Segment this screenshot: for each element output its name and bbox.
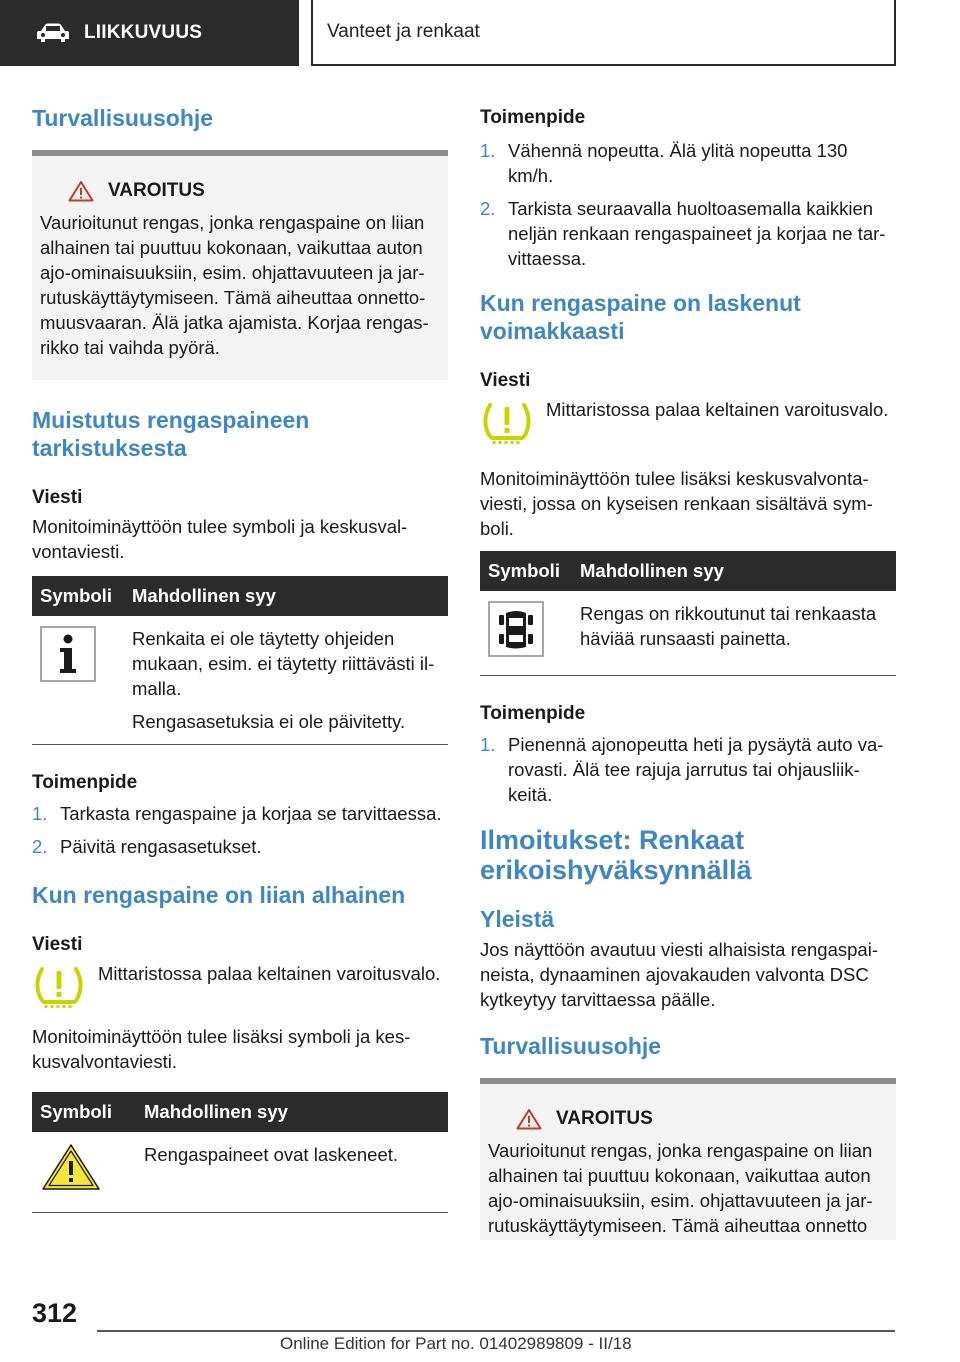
header-chapter <box>311 0 896 66</box>
list-item: 1. Vähennä nopeutta. Älä ylitä nopeutta 130 km/h. <box>480 140 848 186</box>
warning-text: Vaurioitunut rengas, jonka rengaspaine on liian alhainen tai puuttuu kokonaan, vaikuttaa auton ajo-ominaisuuksiin, esim. ohjattavuuteen ja jarrutuskäyttäytymiseen. Tämä aiheuttaa onnettomuusvaaran. Älä jatka ajamista. Korjaa rengasrikko tai vaihda pyörä. <box>40 212 429 358</box>
warning-text: Vaurioitunut rengas, jonka rengaspaine on liian alhainen tai puuttuu kokonaan, vaikuttaa auton ajo-ominaisuuksiin, esim. ohjattavuuteen ja jarrutuskäyttäytymiseen. Tämä aiheuttaa onnetto <box>488 1140 873 1236</box>
label-toimenpide: Toimenpide <box>480 107 586 128</box>
symbol-table-3 <box>480 551 896 676</box>
steps-list-a <box>480 138 896 271</box>
heading-strong-drop: Kun rengaspaine on laskenut voimakkaasti <box>480 290 801 344</box>
table-header-symbol: Symboli <box>480 551 572 591</box>
warning-box-2 <box>480 1078 896 1240</box>
cause-text: Rengas on rikkoutunut tai renkaasta häviää runsaasti painetta. <box>580 603 877 649</box>
message-row <box>480 397 896 452</box>
header-section-tab <box>0 0 299 66</box>
car-icon <box>36 22 70 44</box>
label-viesti: Viesti <box>32 934 83 955</box>
reminder-text: Monitoiminäyttöön tulee symboli ja keskusvalvontaviesti. <box>32 516 408 562</box>
footer-divider <box>97 1330 895 1332</box>
warning-triangle-icon <box>516 1108 542 1130</box>
low-text: Monitoiminäyttöön tulee lisäksi symboli ja keskusvalvontaviesti. <box>32 1026 411 1072</box>
warning-triangle-icon <box>68 180 94 202</box>
table-row <box>32 1132 448 1213</box>
steps-list-1 <box>32 801 448 859</box>
warning-title: VAROITUS <box>68 180 438 202</box>
label-toimenpide: Toimenpide <box>32 772 138 793</box>
cause-text: Rengasasetuksia ei ole päivitetty. <box>132 711 406 732</box>
cause-text: Rengaspaineet ovat laskeneet. <box>144 1144 399 1165</box>
steps-list-b <box>480 732 896 807</box>
message-text: Mittaristossa palaa keltainen varoitusvalo. <box>546 399 889 420</box>
warning-triangle-yellow-icon <box>40 1142 102 1192</box>
message-text: Mittaristossa palaa keltainen varoitusvalo. <box>98 963 441 984</box>
table-row <box>480 591 896 676</box>
heading-safety-2: Turvallisuusohje <box>480 1033 662 1059</box>
table-header-cause: Mahdollinen syy <box>124 576 448 616</box>
label-toimenpide: Toimenpide <box>480 703 586 724</box>
page-number: 312 <box>32 1298 78 1328</box>
section-title: LIIKKUVUUS <box>84 22 203 43</box>
heading-low-pressure: Kun rengaspaine on liian alhainen <box>32 882 406 908</box>
tire-pressure-warning-icon <box>32 961 86 1011</box>
table-header-symbol: Symboli <box>32 576 124 616</box>
info-icon <box>40 626 96 682</box>
table-header-symbol: Symboli <box>32 1092 136 1132</box>
label-viesti: Viesti <box>32 487 83 508</box>
strong-text: Monitoiminäyttöön tulee lisäksi keskusvalvontaviesti, jossa on kyseisen renkaan sisältävä symboli. <box>480 468 873 539</box>
table-header-cause: Mahdollinen syy <box>572 551 896 591</box>
chapter-title: Vanteet ja renkaat <box>327 21 480 42</box>
heading-reminder: Muistutus rengaspaineen tarkistuksesta <box>32 407 310 461</box>
tire-pressure-warning-icon <box>480 397 534 447</box>
list-item: 2. Päivitä rengasasetukset. <box>32 836 262 857</box>
symbol-table-1 <box>32 576 448 745</box>
car-tires-icon <box>488 601 544 657</box>
cause-text: Renkaita ei ole täytetty ohjeiden mukaan, esim. ei täytetty riittävästi ilmalla. <box>132 628 435 699</box>
heading-safety: Turvallisuusohje <box>32 105 214 131</box>
list-item: 1. Pienennä ajonopeutta heti ja pysäytä auto varovasti. Älä tee rajuja jarrutus tai ohjausliikkeitä. <box>480 734 884 805</box>
table-row <box>32 616 448 745</box>
warning-title: VAROITUS <box>516 1108 886 1130</box>
symbol-table-2 <box>32 1092 448 1213</box>
label-viesti: Viesti <box>480 370 531 391</box>
list-item: 1. Tarkasta rengaspaine ja korjaa se tarvittaessa. <box>32 803 442 824</box>
general-text: Jos näyttöön avautuu viesti alhaisista rengaspaineista, dynaaminen ajovakauden valvonta DSC kytkeytyy tarvittaessa päälle. <box>480 939 878 1010</box>
list-item: 2. Tarkista seuraavalla huoltoasemalla kaikkien neljän renkaan rengaspaineet ja korjaa ne tarvittaessa. <box>480 198 886 269</box>
heading-notices: Ilmoitukset: Renkaat erikoishyväksynnällä <box>480 825 752 885</box>
message-row <box>32 961 448 1016</box>
warning-box <box>32 150 448 380</box>
footer-edition: Online Edition for Part no. 01402989809 - II/18 <box>280 1334 632 1353</box>
table-header-cause: Mahdollinen syy <box>136 1092 448 1132</box>
left-column <box>32 96 448 1213</box>
heading-general: Yleistä <box>480 906 555 932</box>
right-column <box>480 96 896 1240</box>
